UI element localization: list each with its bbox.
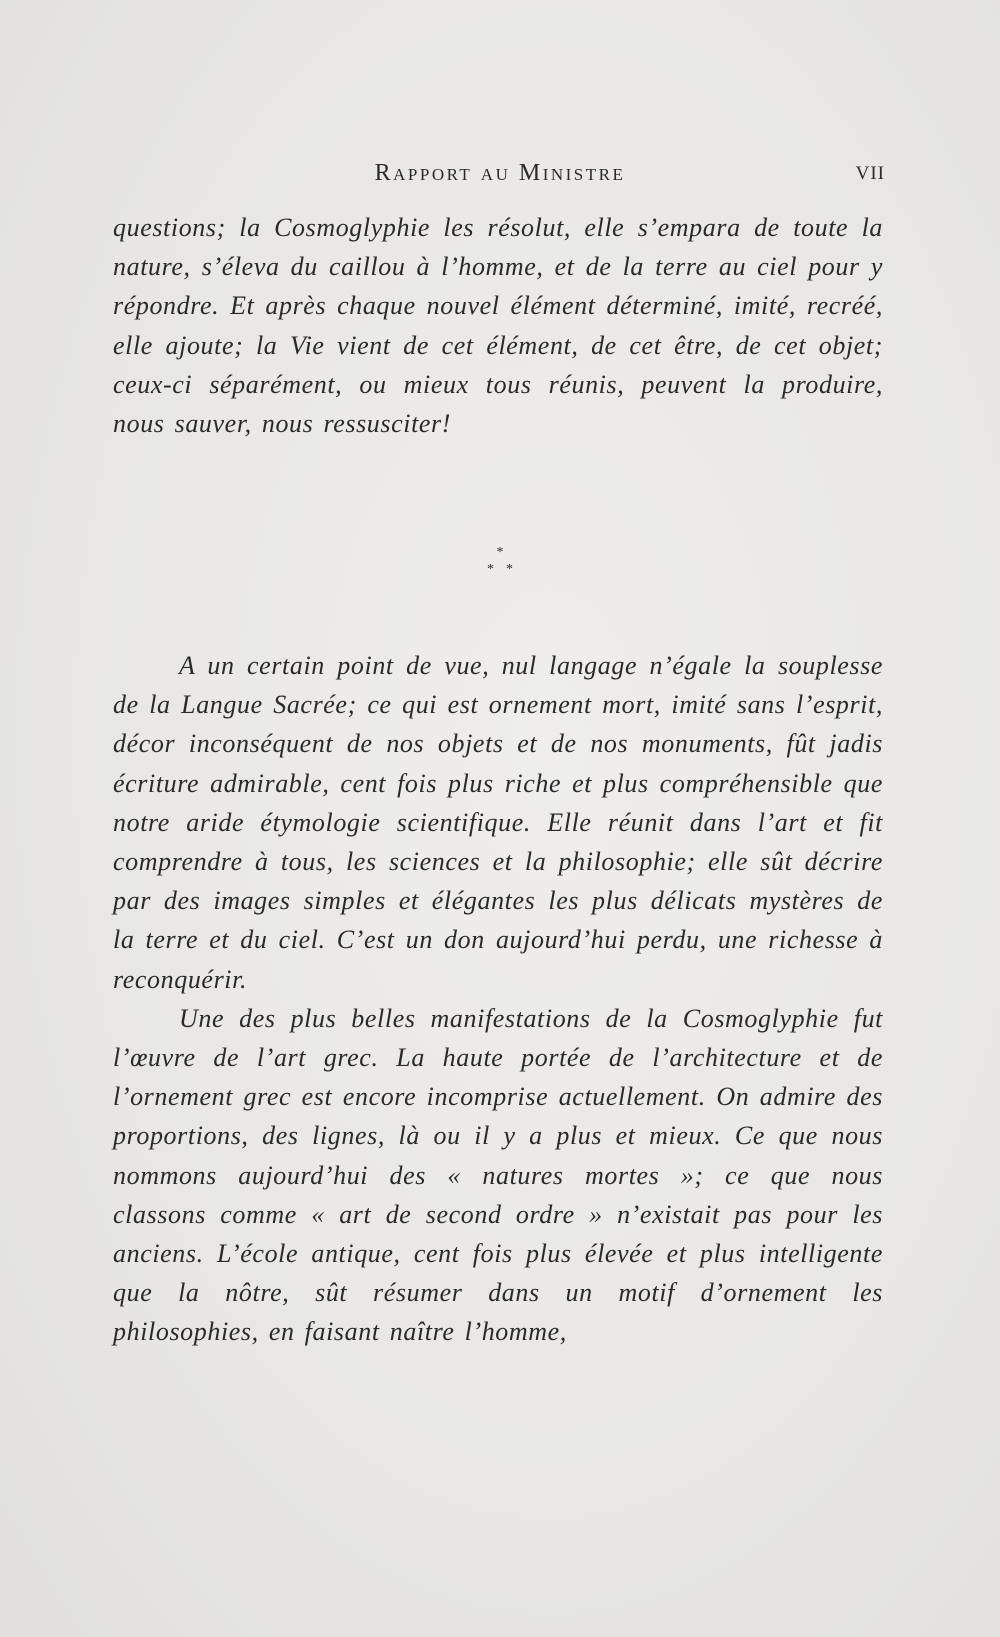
paragraph-langue-sacree: A un certain point de vue, nul langage n’égale la souplesse de la Langue Sacrée; ce qui est ornement mort, imité sans l’esprit, décor inconséquent de nos objets et de nos monuments, fût jadis écriture admirable, cent fois plus riche et plus compréhensible que notre aride étymologie scientifique. Elle réunit dans l’art et fit comprendre à tous, les sciences et la philosophie; elle sût décrire par des images simples et élégantes les plus délicats mystères de la terre et du ciel. C’est un don aujourd’hui perdu, une richesse à reconquérir.	[113, 651, 883, 994]
paragraph-continuation: questions; la Cosmoglyphie les résolut, elle s’empara de toute la nature, s’éleva du caillou à l’homme, et de la terre au ciel pour y répondre. Et après chaque nouvel élément déterminé, imité, recréé, elle ajoute; la Vie vient de cet élément, de cet être, de cet objet; ceux-ci séparément, ou mieux tous réunis, peuvent la produire, nous sauver, nous ressusciter!	[113, 213, 883, 439]
page-number: VII	[855, 163, 885, 184]
asterism-bottom: **	[487, 562, 525, 577]
section-asterism	[0, 546, 1000, 582]
running-title: Rapport au Ministre	[374, 160, 626, 186]
asterism-top: *	[496, 545, 504, 560]
text-block-bottom	[113, 646, 883, 1352]
text-block-top	[113, 208, 883, 443]
page-header	[115, 160, 885, 200]
paragraph-art-grec: Une des plus belles manifestations de la Cosmoglyphie fut l’œuvre de l’art grec. La haute portée de l’architecture et de l’ornement grec est encore incomprise actuellement. On admire des proportions, des lignes, là ou il y a plus et mieux. Ce que nous nommons aujourd’hui des « natures mortes »; ce que nous classons comme « art de second ordre » n’existait pas pour les anciens. L’école antique, cent fois plus élevée et plus intelligente que la nôtre, sût résumer dans un motif d’ornement les philosophies, en faisant naître l’homme,	[113, 1003, 883, 1347]
